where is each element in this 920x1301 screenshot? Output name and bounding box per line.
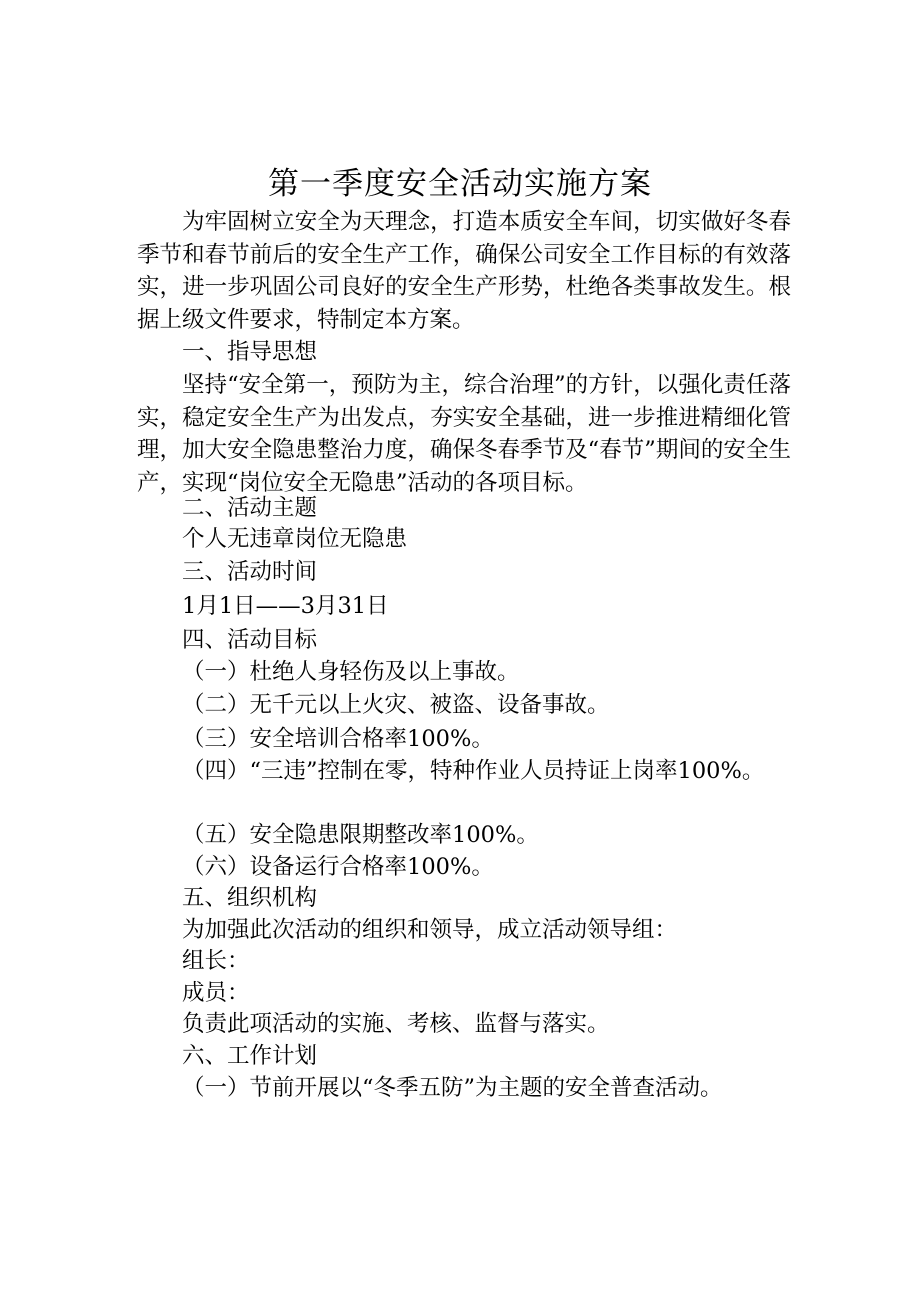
section-3-body: 1月1日——3月31日 bbox=[182, 593, 389, 619]
goal-item: （一）杜绝人身轻伤及以上事故。 bbox=[182, 659, 520, 685]
intro-paragraph: 为牢固树立安全为天理念，打造本质安全车间，切实做好冬春季节和春节前后的安全生产工作，确保公司安全工作目标的有效落实，进一步巩固公司良好的安全生产形势，杜绝各类事故发生。根据上级文件要求，特制定本方案。 bbox=[137, 209, 791, 333]
document-title: 第一季度安全活动实施方案 bbox=[268, 166, 652, 202]
section-1-body: 坚持“安全第一，预防为主，综合治理”的方针，以强化责任落实，稳定安全生产为出发点，夯实安全基础，进一步推进精细化管理，加大安全隐患整治力度，确保冬春季节及“春节”期间的安全生产，实现“岗位安全无隐患”活动的各项目标。 bbox=[137, 372, 791, 496]
section-6-heading: 六、工作计划 bbox=[182, 1043, 318, 1069]
section-5-duty: 负责此项活动的实施、考核、监督与落实。 bbox=[182, 1011, 610, 1037]
goal-item: （五）安全隐患限期整改率100%。 bbox=[182, 822, 539, 848]
goal-item: （二）无千元以上火灾、被盗、设备事故。 bbox=[182, 692, 610, 718]
section-5-leader: 组长： bbox=[182, 948, 250, 974]
goal-item: （四）“三违”控制在零，特种作业人员持证上岗率100%。 bbox=[182, 758, 765, 784]
section-5-heading: 五、组织机构 bbox=[182, 885, 318, 911]
section-3-heading: 三、活动时间 bbox=[182, 559, 318, 585]
section-2-body: 个人无违章岗位无隐患 bbox=[182, 526, 408, 552]
section-1-heading: 一、指导思想 bbox=[182, 339, 318, 365]
section-4-heading: 四、活动目标 bbox=[182, 627, 318, 653]
plan-item: （一）节前开展以“冬季五防”为主题的安全普查活动。 bbox=[182, 1075, 723, 1101]
goal-item: （三）安全培训合格率100%。 bbox=[182, 726, 494, 752]
section-5-body: 为加强此次活动的组织和领导，成立活动领导组： bbox=[182, 917, 678, 943]
goal-item: （六）设备运行合格率100%。 bbox=[182, 854, 494, 880]
section-2-heading: 二、活动主题 bbox=[182, 495, 318, 521]
section-5-members: 成员： bbox=[182, 980, 250, 1006]
